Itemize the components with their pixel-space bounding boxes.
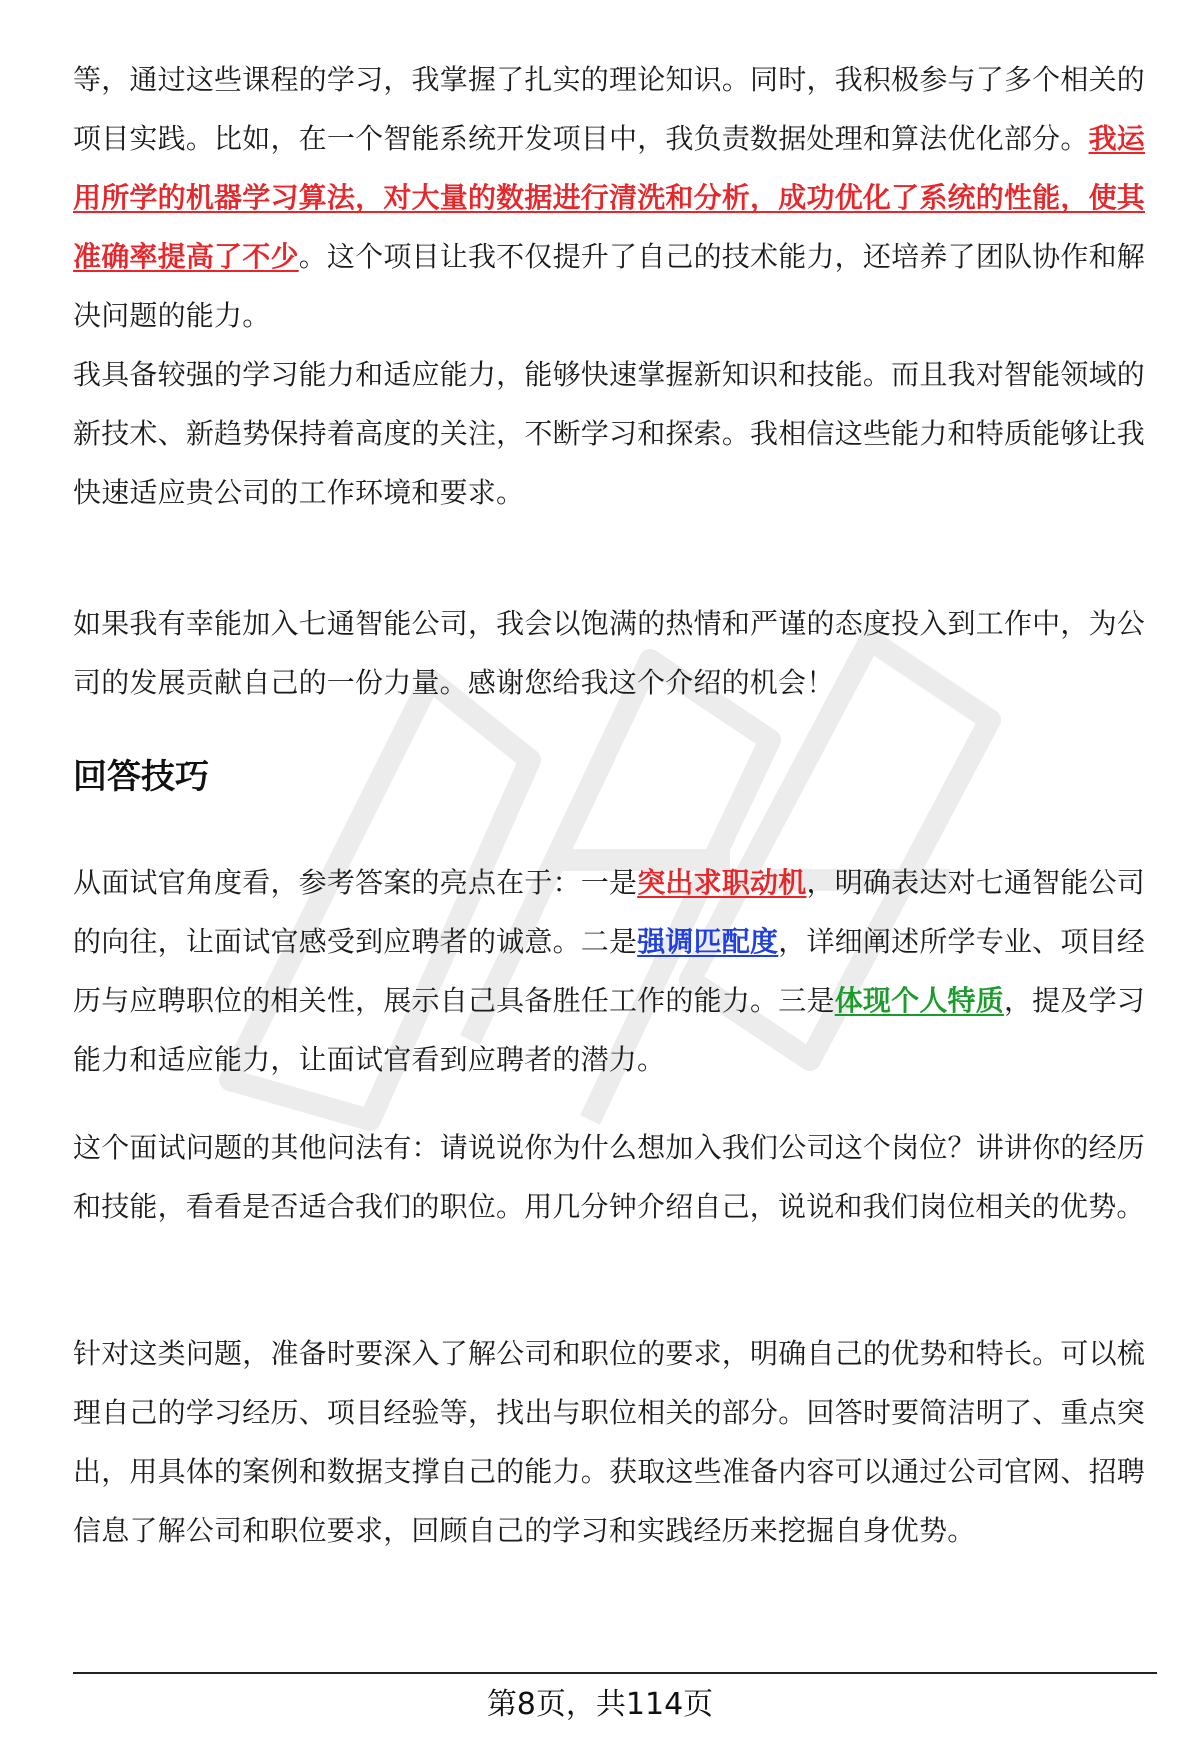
paragraph-abilities: 我具备较强的学习能力和适应能力，能够快速掌握新知识和技能。而且我对智能领域的新技术、新趋势保持着高度的关注，不断学习和探索。我相信这些能力和特质能够让我快速适应贵公司的工作环境和要求。 — [73, 358, 1145, 509]
page-number: 第8页，共114页 — [486, 1687, 714, 1722]
highlight-blue-text: 强调匹配度 — [637, 925, 779, 958]
paragraph-project-experience — [73, 50, 1145, 345]
paragraph-text: 。这个项目让我不仅提升了自己的技术能力，还培养了团队协作和解决问题的能力。 — [73, 240, 1145, 332]
paragraph-text: ，明确表达对七通智能公司的向往，让面试官感受到应聘者的诚意。二是 — [73, 866, 1145, 958]
paragraph-closing: 如果我有幸能加入七通智能公司，我会以饱满的热情和严谨的态度投入到工作中，为公司的发展贡献自己的一份力量。感谢您给我这个介绍的机会！ — [73, 607, 1145, 699]
paragraph-text: ，提及学习能力和适应能力，让面试官看到应聘者的潜力。 — [73, 984, 1145, 1076]
footer-divider — [73, 1672, 1157, 1674]
paragraph-text: 从面试官角度看，参考答案的亮点在于：一是 — [73, 866, 638, 899]
section-heading: 回答技巧 — [73, 757, 209, 797]
paragraph-text: ，详细阐述所学专业、项目经历与应聘职位的相关性，展示自己具备胜任工作的能力。三是 — [73, 925, 1145, 1017]
paragraph-alternative-questions: 这个面试问题的其他问法有：请说说你为什么想加入我们公司这个岗位？讲讲你的经历和技能，看看是否适合我们的职位。用几分钟介绍自己，说说和我们岗位相关的优势。 — [73, 1131, 1145, 1223]
highlight-red-text: 我运用所学的机器学习算法，对大量的数据进行清洗和分析，成功优化了系统的性能，使其准确率提高了不少 — [73, 122, 1145, 273]
highlight-green-text: 体现个人特质 — [834, 984, 1004, 1017]
paragraph-highlights — [73, 853, 1145, 1089]
highlight-red-text: 突出求职动机 — [637, 866, 807, 899]
paragraph-text: 等，通过这些课程的学习，我掌握了扎实的理论知识。同时，我积极参与了多个相关的项目实践。比如，在一个智能系统开发项目中，我负责数据处理和算法优化部分。 — [73, 63, 1145, 155]
paragraph-preparation: 针对这类问题，准备时要深入了解公司和职位的要求，明确自己的优势和特长。可以梳理自己的学习经历、项目经验等，找出与职位相关的部分。回答时要简洁明了、重点突出，用具体的案例和数据支撑自己的能力。获取这些准备内容可以通过公司官网、招聘信息了解公司和职位要求，回顾自己的学习和实践经历来挖掘自身优势。 — [73, 1337, 1145, 1547]
